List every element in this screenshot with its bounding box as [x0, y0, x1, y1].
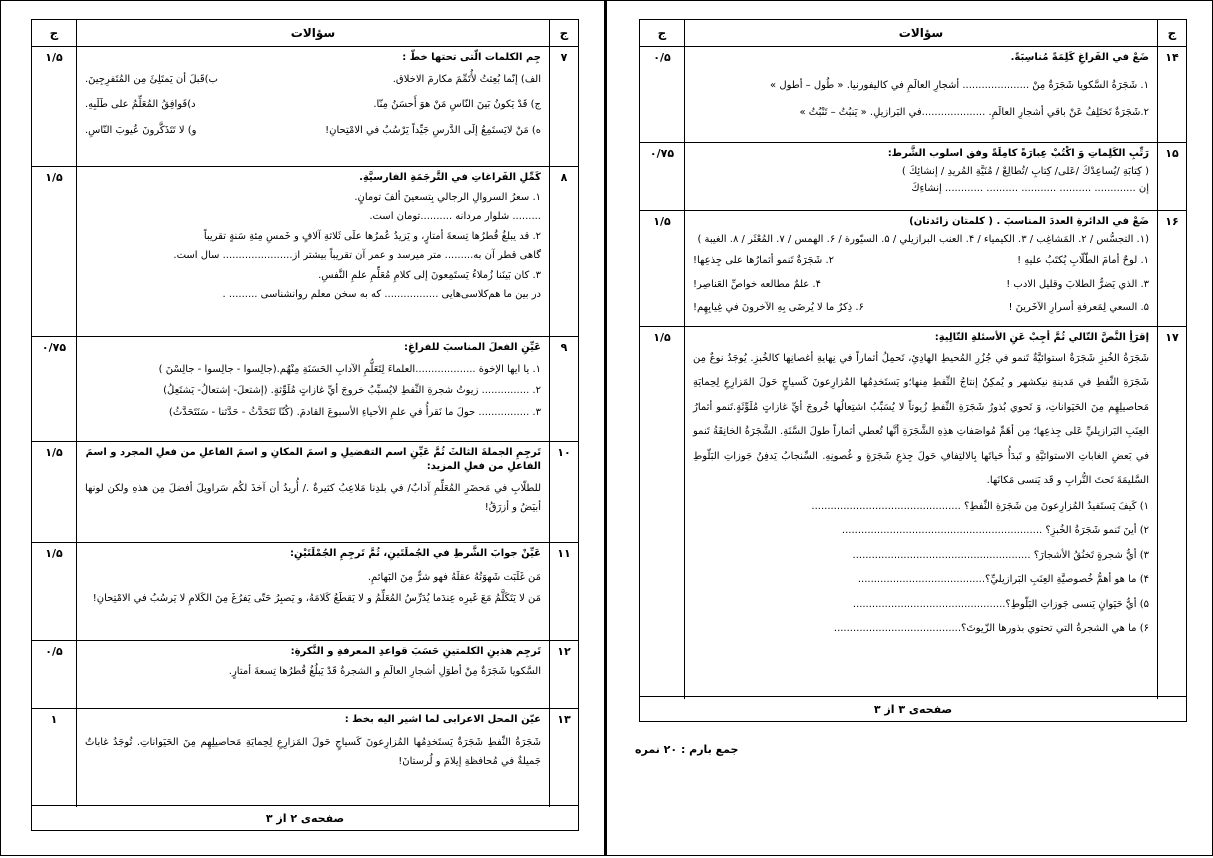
word-list: (۱. التجسُّس / ۲. المَشاغِب / ۳. الكيمياء / ۴. العنب البرازيلي / ۵. السيّورة / ۶. الهمس / ۷. المُعْثَر / ۸. الغيبة ) [697, 233, 1149, 245]
question-number: ۱۵ [1157, 143, 1186, 210]
item: ۴. علمٌ مطالعه خواصِّ العَناصِر! [693, 278, 821, 290]
question-score: ۱/۵ [640, 327, 685, 699]
line: ۳. کان بَينَنا زُملاءُ يَستَمِعونَ إلى كلامِ مُعَلِّمِ علمِ النَّفسِ. [318, 269, 541, 281]
question-title: تَرجِمِ الجملةَ الثالثَ ثُمَّ عَيِّنِ اسم التفضيلِ و اسمَ المكانِ و اسمَ الفاعلِ من فعلِ المجرد و اسمَ الفاعلِ من فعلِ المزيد: [85, 447, 541, 472]
question-10 [32, 442, 578, 543]
question-score: ۱/۵ [32, 47, 77, 166]
item-e: ه) مَنْ لايَستَمِعُ إلَى الدَّرسِ جَيِّداً يَرْسُبُ في الامْتِحانِ! [325, 124, 541, 136]
page-footer: صفحه‌ی ۳ از ۳ [640, 696, 1186, 721]
question-body [685, 327, 1157, 699]
question-score: ۱/۵ [32, 543, 77, 640]
line: مَن غَلَبَت شَهوَتُهُ عقلَهُ فهو شرٌّ مِنَ البَهائمِ. [367, 571, 541, 583]
header-score: ج [640, 20, 685, 46]
header-score: ج [32, 20, 77, 46]
item-c: ج) قَدْ يَكونُ بَينَ النّاسِ مَنْ هوَ أَحسَنُ مِنّا. [373, 99, 541, 110]
question-body [77, 167, 549, 336]
question-number: ۸ [549, 167, 578, 336]
line: ۲. قد يبلغُ قُطرُها تِسعةَ أمتارٍ، و يَزيدُ عُمرُها علَى ثَلاثةِ آلافٍ و خَمسِ مِئةِ سَنةٍ تقريباً [203, 230, 541, 242]
question-title: إقرَأِ النَّصَّ التّالي ثُمَّ أجِبْ عَنِ الأسئلةِ التّالِيةِ: [934, 332, 1149, 343]
header-num: ج [1157, 20, 1186, 46]
reading-passage: شَجَرَةُ الخُبزِ شَجَرَةٌ استوائيَّةٌ تَنمو في جُزُرِ المُحيطِ الهادِئِ، تَحمِلُ أثماراً في نِهايةِ أغصانِها كالخُبزِ. يُوجَدُ نوعٌ مِن شَجَرَةِ النِّفطِ في مَدينةِ نيكشهر و يُمكِنُ إنتاجُ النِّفطِ مِنها؛و يَستَخدِمُها المُزارِعونَ كَسياجٍ حَولَ المَزارِعِ لِحِمايَةِ مَحاصيلِهِم مِنَ الحَيَواناتِ، وَ تَحوي بُذورُ شَجَرَةِ النِّفطِ زُيوتاً لا يُسَبِّبُ اشتِعالُها خُروجَ أيِّ غازاتٍ مُلَوِّثَةٍ.تَنمو أثمارُ العِنَبِ البَرازيليِّ عَلى جِذعِها؛ مِن أهَمِّ مُواصَفاتِ هذِهِ الشَّجَرَةِ أنَّها تُعطي أثماراً طولَ السَّنَةِ. الشَّجَرَةُ الخانِقَةُ تَنمو في بَعضِ الغاباتِ الاستوائيَّةِ و تَبدَأُ حَياتَها بِالالتِفافِ حَولَ جِذعِ شَجَرَةٍ و غُصونِهِ. السِّنجابُ يَدفِنُ جَوزاتِ البَلّوطِ السَّليمَةَ تَحتَ التُّرابِ و قَد يَنسى مَكانَها. [693, 352, 1149, 486]
total-score: جمع بارم : ۲۰ نمره [635, 743, 739, 756]
question-number: ۱۷ [1157, 327, 1186, 699]
question-body [77, 442, 549, 542]
question-score: ۱/۵ [640, 211, 685, 326]
question-body [685, 211, 1157, 326]
question-score: ۰/۷۵ [640, 143, 685, 210]
line: گاهی قطر آن به......... متر میرسد و عمر آن تقریباً بیشتر از...................... سال است. [173, 250, 541, 261]
question-8 [32, 167, 578, 337]
line: ......... شلوار مردانه ..........تومان است. [369, 211, 541, 222]
question-number: ۱۰ [549, 442, 578, 542]
question-number: ۱۴ [1157, 47, 1186, 142]
question-title: عَيِّنِ الفعلَ المناسبَ للفراغِ: [404, 342, 541, 353]
comprehension-question: ۵) أيُّ حَيَوانٍ يَنسى جَوزاتِ البَلّوطِ؟................................................ [852, 598, 1149, 610]
question-body [77, 337, 549, 441]
question-body [77, 641, 549, 708]
line: ۲. ............... زيوتُ شجرةِ النِّفطِ لايُسبِّبُ خروجَ أيِّ غازاتٍ مُلَوِّثةٍ. (إشتعلَ- إشتعالُ- يَشتَعِلُ) [163, 385, 541, 396]
line: إن ............. .......... ........... .......... ............ إنشاءِكَ [911, 183, 1149, 194]
question-score: ۰/۵ [32, 641, 77, 708]
exam-sheet-page-3 [639, 19, 1187, 722]
line: ۱. شَجَرَةُ السَّكويا شَجَرَةٌ مِنْ ..................... أشجارِ العالَمِ في كاليفورنيا. « طُول – أطول » [770, 79, 1149, 91]
item: ۵. السعي لِمَعرفةِ أسرارِ الآخَرينَ ! [1008, 302, 1149, 313]
question-number: ۱۱ [549, 543, 578, 640]
question-title: عَيِّنْ جوابَ الشَّرطِ في الجُملَتَينِ، ثُمَّ تَرجِمِ الجُمْلَتَيْنِ: [290, 548, 541, 559]
header-questions: سؤالات [898, 26, 944, 40]
comprehension-question: ۳) أيُّ شجرةٍ تَخنُقُ الأشجارَ؟ ........................................................ [852, 549, 1149, 561]
line: ۳. ................ حولَ ما نَقرأُ في علمِ الأحياءِ الأسبوعَ القادمَ. (كُنّا نَتَحَدَّثُ - حَدَّثنا - سَنَتَحَدَّثُ) [168, 406, 541, 418]
question-number: ۱۲ [549, 641, 578, 708]
question-body [77, 709, 549, 807]
question-title: ضَعْ في الفَراغِ كَلِمَةً مُناسِبَةً. [1010, 52, 1149, 63]
line: السَّكويا شَجَرَةٌ مِنْ أطوَلِ أشجارِ العالَمِ و الشجرةُ قَدْ يَبلُغُ قُطرُها تِسعةَ أمتارٍ. [228, 665, 541, 677]
question-7 [32, 47, 578, 167]
table-header [640, 20, 1186, 47]
comprehension-question: ۴) ما هو أهمُّ خُصوصيَّةِ العِنَبِ البَرازيليِّ؟........................................ [857, 574, 1149, 585]
question-14 [640, 47, 1186, 143]
question-title: کَمِّلِ الفَراغاتِ في التَّرجَمَةِ الفارسيَّةِ. [359, 172, 541, 183]
line: ۲.شَجَرَةٌ تَختَلِفُ عَنْ باقي أشجارِ العالَمِ. ....................في البَرازيلِ. « يَنبُتُ – تَنْبُتُ » [799, 107, 1149, 118]
question-body [77, 47, 549, 166]
question-number: ۹ [549, 337, 578, 441]
line: ۱. سعرُ السروالِ الرجالي بِتسعينَ ألفَ تومانٍ. [354, 191, 541, 203]
question-title: ضَعْ في الدائرةِ العددَ المناسبَ . ( كلمتان زائدتان) [909, 216, 1149, 227]
question-number: ۱۳ [549, 709, 578, 807]
comprehension-question: ۱) كَيفَ يَستَفيدُ المُزارِعونَ مِن شَجَرَةِ النِّفطِ؟ ............................................... [811, 500, 1149, 512]
comprehension-question: ۲) أينَ تَنمو شَجَرَةُ الخُبزِ؟ ............................................................... [841, 525, 1149, 536]
question-12 [32, 641, 578, 709]
question-16 [640, 211, 1186, 327]
question-13 [32, 709, 578, 807]
paragraph: شَجَرَةُ النِّفطِ شَجَرَةٌ يَستَخدِمُها المُزارِعونَ كَسياجٍ حَولَ المَزارِعِ لِحِمايَةِ مَحاصيلِهِم مِنَ الحَيَواناتِ. تُوجَدُ غاباتٌ جَميلةٌ في مُحافظةِ إيلامَ و لُرستانَ! [85, 736, 541, 767]
question-number: ۱۶ [1157, 211, 1186, 326]
header-questions: سؤالات [290, 26, 336, 40]
item-d: د)فَوافِقُ المُعَلِّمُ على طَلَبِهِ. [85, 99, 196, 110]
item-f: و) لا تَتَذَكَّرونَ عُيوبَ النّاسِ. [85, 124, 197, 136]
question-11 [32, 543, 578, 641]
question-title: تَرجِم هذينِ الكلمتينِ حَسَبَ قواعدِ المعرفةِ و النَّكرةِ: [290, 646, 541, 657]
paragraph: للطلّابِ في مَحضَرِ المُعَلِّمِ آدابٌ/ في بلدِنا مَلاعِبُ كثيرةٌ ./ أُريدُ أن آخذَ لكُم سَراويلَ أفضلَ مِن هذهِ ولكن لونها أبيَضُ و أزرَقُ! [85, 483, 541, 513]
question-body [685, 47, 1157, 142]
question-score: ۰/۷۵ [32, 337, 77, 441]
question-score: ۰/۵ [640, 47, 685, 142]
left-page [0, 0, 606, 856]
item: ۶. ذِكرٌ ما لا يُرضَى بِهِ الآخرونَ في غِيابِهِم! [693, 302, 864, 313]
page-footer: صفحه‌ی ۲ از ۳ [32, 805, 578, 830]
question-score: ۱ [32, 709, 77, 807]
exam-sheet-page-2 [31, 19, 579, 831]
question-15 [640, 143, 1186, 211]
item-a: الف) إنّما بُعِثتُ لأُتَمِّمَ مکارمَ الاخلاق. [392, 73, 541, 85]
line: ۱. يا ايها الإخوة ...................العلماءَ لِتَعَلُّمِ الآدابِ الحَسَنَةِ مِنْهُم.(جالِسوا - جالِسوا - جالِسْنَ ) [158, 363, 541, 375]
item-b: ب)قَبلَ أن يَمتَلِئَ مِن المُتَفرِجِينَ. [85, 73, 218, 85]
question-17 [640, 327, 1186, 699]
question-score: ۱/۵ [32, 167, 77, 336]
item: ۱. لوحٌ أمامَ الطّلّابِ يُكتَبُ عليهِ ! [1017, 255, 1149, 266]
question-title: رَتِّبِ الكَلِماتِ وَ اكْتُبْ عِبارَةً كامِلَةً وفق اسلوب الشَّرط: [887, 148, 1149, 159]
question-title: جِم الکلمات الّتی تحتها خطّ : [402, 52, 541, 63]
item: ۳. الذي يَضرُّ الطلابَ وقليل الادب ! [1006, 278, 1149, 290]
question-title: عيّن المحل الاعرابی لما اشير اليه بخط : [344, 714, 541, 725]
question-score: ۱/۵ [32, 442, 77, 542]
line: در بین ما هم‌کلاسی‌هایی ................. که به سخن معلم روانشناسی ......... . [222, 289, 541, 300]
question-body [77, 543, 549, 640]
item: ۲. شَجَرَةٌ تَنمو أثمارُها علی جِذعِها! [693, 255, 834, 266]
question-body [685, 143, 1157, 210]
comprehension-question: ۶) ما هي الشجرةُ التي تحتوي بذورها الزّيوتَ؟........................................ [833, 623, 1149, 634]
table-header [32, 20, 578, 47]
line: ( كِتابَةِ /يُساعِدْكَ /عَلى/ كِتابِ /تُطالِعْ / مُنَيَّةِ المُريدِ / إنشائِكَ ) [901, 165, 1149, 177]
right-page [606, 0, 1213, 856]
question-number: ۷ [549, 47, 578, 166]
question-9 [32, 337, 578, 442]
line: مَن لا يَتَكَلَّمُ مَعَ غَيرِه عِندَما يُدَرِّسُ المُعَلِّمُ و لا يَقطَعُ كَلامَهُ، و يَصبِرُ حَتّى يَفرُغَ مِنَ الكَلامِ لا يَرسُبُ في الامْتِحانِ! [92, 593, 541, 604]
header-num: ج [549, 20, 578, 46]
